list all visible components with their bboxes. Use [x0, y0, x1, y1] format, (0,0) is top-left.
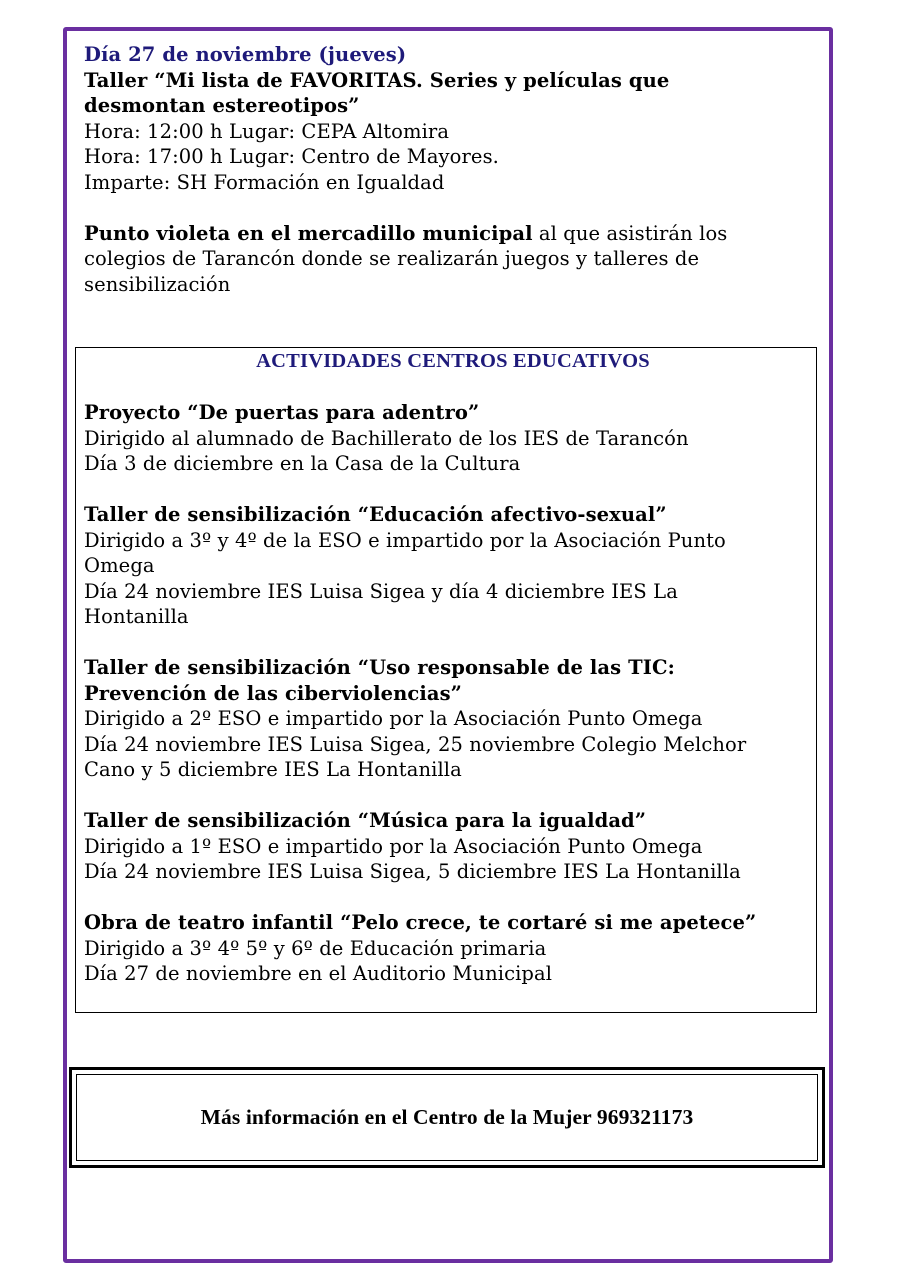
activity-item [84, 477, 809, 630]
punto-violeta-line-1 [84, 221, 804, 247]
activity-title: Taller de sensibilización “Uso responsable de las TIC: [84, 656, 675, 679]
date-heading: Día 27 de noviembre (jueves) [84, 43, 407, 66]
activity-detail: Día 24 noviembre IES Luisa Sigea, 5 diciembre IES La Hontanilla [84, 860, 741, 883]
activity-title: Obra de teatro infantil “Pelo crece, te cortaré si me apetece” [84, 911, 757, 934]
punto-violeta-bold: Punto violeta en el mercadillo municipal [84, 221, 533, 245]
activity-detail: Dirigido a 1º ESO e impartido por la Asociación Punto Omega [84, 834, 703, 858]
activity-title: Prevención de las ciberviolencias” [84, 681, 462, 705]
educational-activities-list [84, 400, 809, 987]
activity-detail: Día 24 noviembre IES Luisa Sigea, 25 noviembre Colegio Melchor [84, 732, 747, 756]
punto-violeta-rest: al que asistirán los [532, 221, 728, 245]
activity-detail: Día 27 de noviembre en el Auditorio Municipal [84, 962, 553, 985]
spacer [84, 195, 804, 221]
activity-item [84, 400, 809, 477]
activity-detail: Hontanilla [84, 605, 189, 628]
educational-title [0, 350, 916, 373]
activity-item [84, 783, 809, 885]
punto-violeta-line-2: colegios de Tarancón donde se realizarán juegos y talleres de [84, 247, 700, 270]
session-1: Hora: 12:00 h Lugar: CEPA Altomira [84, 119, 450, 143]
activity-item [84, 885, 809, 987]
spacer [84, 783, 809, 809]
session-2: Hora: 17:00 h Lugar: Centro de Mayores. [84, 145, 499, 168]
activity-title: Proyecto “De puertas para adentro” [84, 401, 480, 424]
activity-item [84, 630, 809, 783]
activity-title: Taller de sensibilización “Música para la igualdad” [84, 809, 647, 832]
top-section [84, 42, 804, 297]
spacer [84, 885, 809, 911]
activity-detail: Día 24 noviembre IES Luisa Sigea y día 4 diciembre IES La [84, 579, 678, 603]
activity-detail: Día 3 de diciembre en la Casa de la Cultura [84, 452, 521, 475]
activity-detail: Omega [84, 554, 155, 577]
spacer [84, 630, 809, 656]
punto-violeta-line-3: sensibilización [84, 272, 231, 296]
activity-detail: Dirigido al alumnado de Bachillerato de los IES de Tarancón [84, 426, 689, 450]
activity-title: Taller de sensibilización “Educación afectivo-sexual” [84, 503, 667, 526]
spacer [84, 477, 809, 503]
info-box-inner [76, 1074, 818, 1161]
activity-detail: Dirigido a 3º 4º 5º y 6º de Educación primaria [84, 936, 547, 960]
info-text: Más información en el Centro de la Mujer 969321173 [200, 1105, 694, 1129]
instructor: Imparte: SH Formación en Igualdad [84, 170, 445, 194]
educational-title-text: ACTIVIDADES CENTROS EDUCATIVOS [256, 350, 650, 372]
activity-detail: Dirigido a 2º ESO e impartido por la Asociación Punto Omega [84, 707, 703, 730]
workshop-title-line-2: desmontan estereotipos” [84, 94, 360, 117]
workshop-title-line-1: Taller “Mi lista de FAVORITAS. Series y películas que [84, 68, 670, 92]
info-box [69, 1067, 825, 1168]
activity-detail: Cano y 5 diciembre IES La Hontanilla [84, 758, 462, 781]
activity-detail: Dirigido a 3º y 4º de la ESO e impartido por la Asociación Punto [84, 528, 726, 552]
